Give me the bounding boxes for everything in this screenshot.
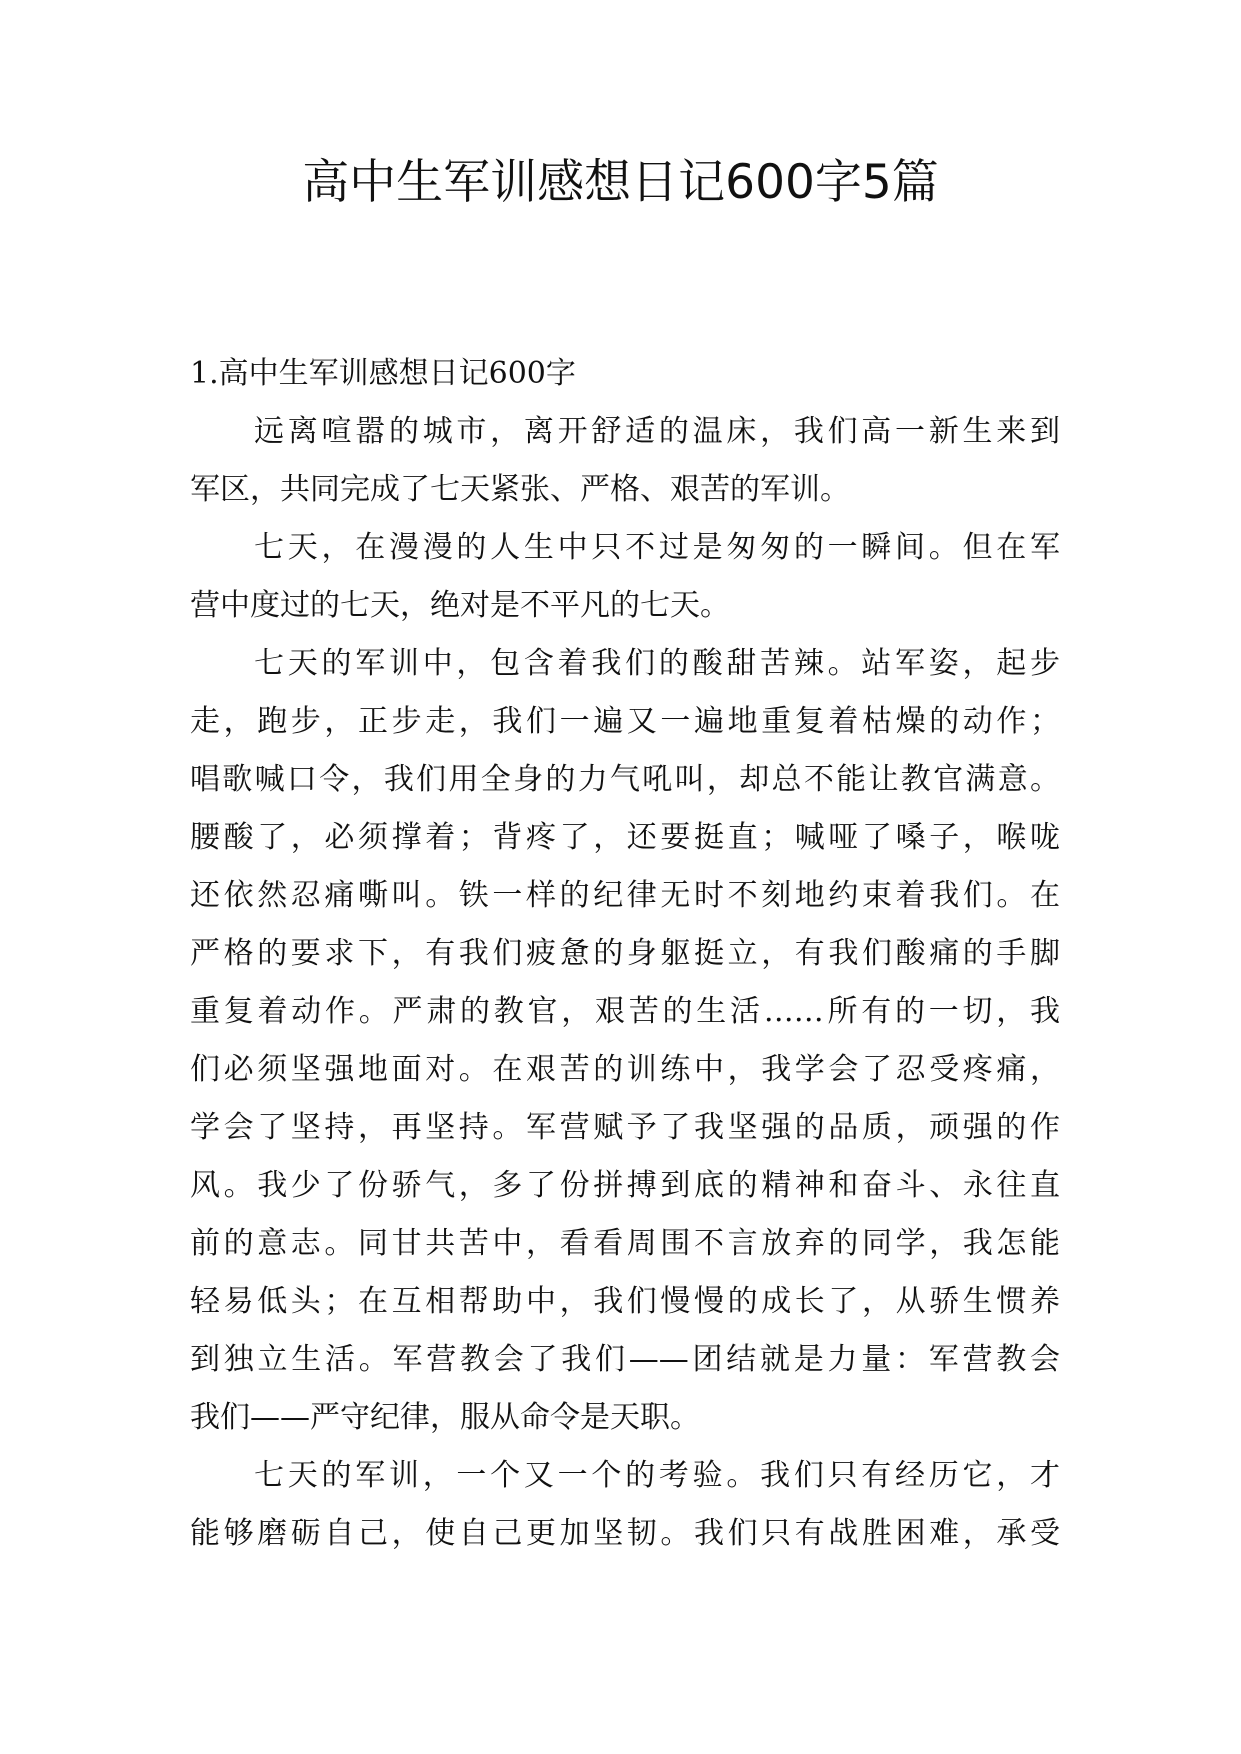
paragraph-4 [190,1447,1060,1563]
paragraph-line: 严格的要求下，有我们疲惫的身躯挺立，有我们酸痛的手脚 [190,936,1060,971]
paragraph-line: 还依然忍痛嘶叫。铁一样的纪律无时不刻地约束着我们。在 [190,878,1060,913]
section-heading: 1.高中生军训感想日记600字 [190,356,576,391]
paragraph-line: 七天，在漫漫的人生中只不过是匆匆的一瞬间。但在军 [254,530,1060,565]
paragraph-line: 能够磨砺自己，使自己更加坚韧。我们只有战胜困难，承受 [190,1516,1060,1551]
paragraph-line: 前的意志。同甘共苦中，看看周围不言放弃的同学，我怎能 [190,1226,1060,1261]
paragraph-line: 唱歌喊口令，我们用全身的力气吼叫，却总不能让教官满意。 [190,762,1060,797]
paragraph-line: 到独立生活。军营教会了我们——团结就是力量：军营教会 [190,1342,1060,1377]
paragraph-line: 七天的军训，一个又一个的考验。我们只有经历它，才 [254,1458,1060,1493]
paragraph-line: 们必须坚强地面对。在艰苦的训练中，我学会了忍受疼痛， [190,1052,1060,1087]
paragraph-line: 军区，共同完成了七天紧张、严格、艰苦的军训。 [190,472,850,507]
paragraph-2 [190,519,1060,635]
paragraph-line: 重复着动作。严肃的教官，艰苦的生活……所有的一切，我 [190,994,1060,1029]
paragraph-3 [190,635,1060,1447]
paragraph-line: 学会了坚持，再坚持。军营赋予了我坚强的品质，顽强的作 [190,1110,1060,1145]
paragraph-line: 轻易低头；在互相帮助中，我们慢慢的成长了，从骄生惯养 [190,1284,1060,1319]
paragraph-line: 腰酸了，必须撑着；背疼了，还要挺直；喊哑了嗓子，喉咙 [190,820,1060,855]
paragraph-1 [190,403,1060,519]
paragraph-line: 走，跑步，正步走，我们一遍又一遍地重复着枯燥的动作； [190,704,1060,739]
paragraph-line: 我们——严守纪律，服从命令是天职。 [190,1400,700,1435]
document-body [190,345,1060,1563]
paragraph-line: 营中度过的七天，绝对是不平凡的七天。 [190,588,730,623]
paragraph-line: 七天的军训中，包含着我们的酸甜苦辣。站军姿，起步 [254,646,1060,681]
paragraph-line: 风。我少了份骄气，多了份拼搏到底的精神和奋斗、永往直 [190,1168,1060,1203]
document-title: 高中生军训感想日记600字5篇 [302,155,939,210]
paragraph-line: 远离喧嚣的城市，离开舒适的温床，我们高一新生来到 [254,414,1060,449]
